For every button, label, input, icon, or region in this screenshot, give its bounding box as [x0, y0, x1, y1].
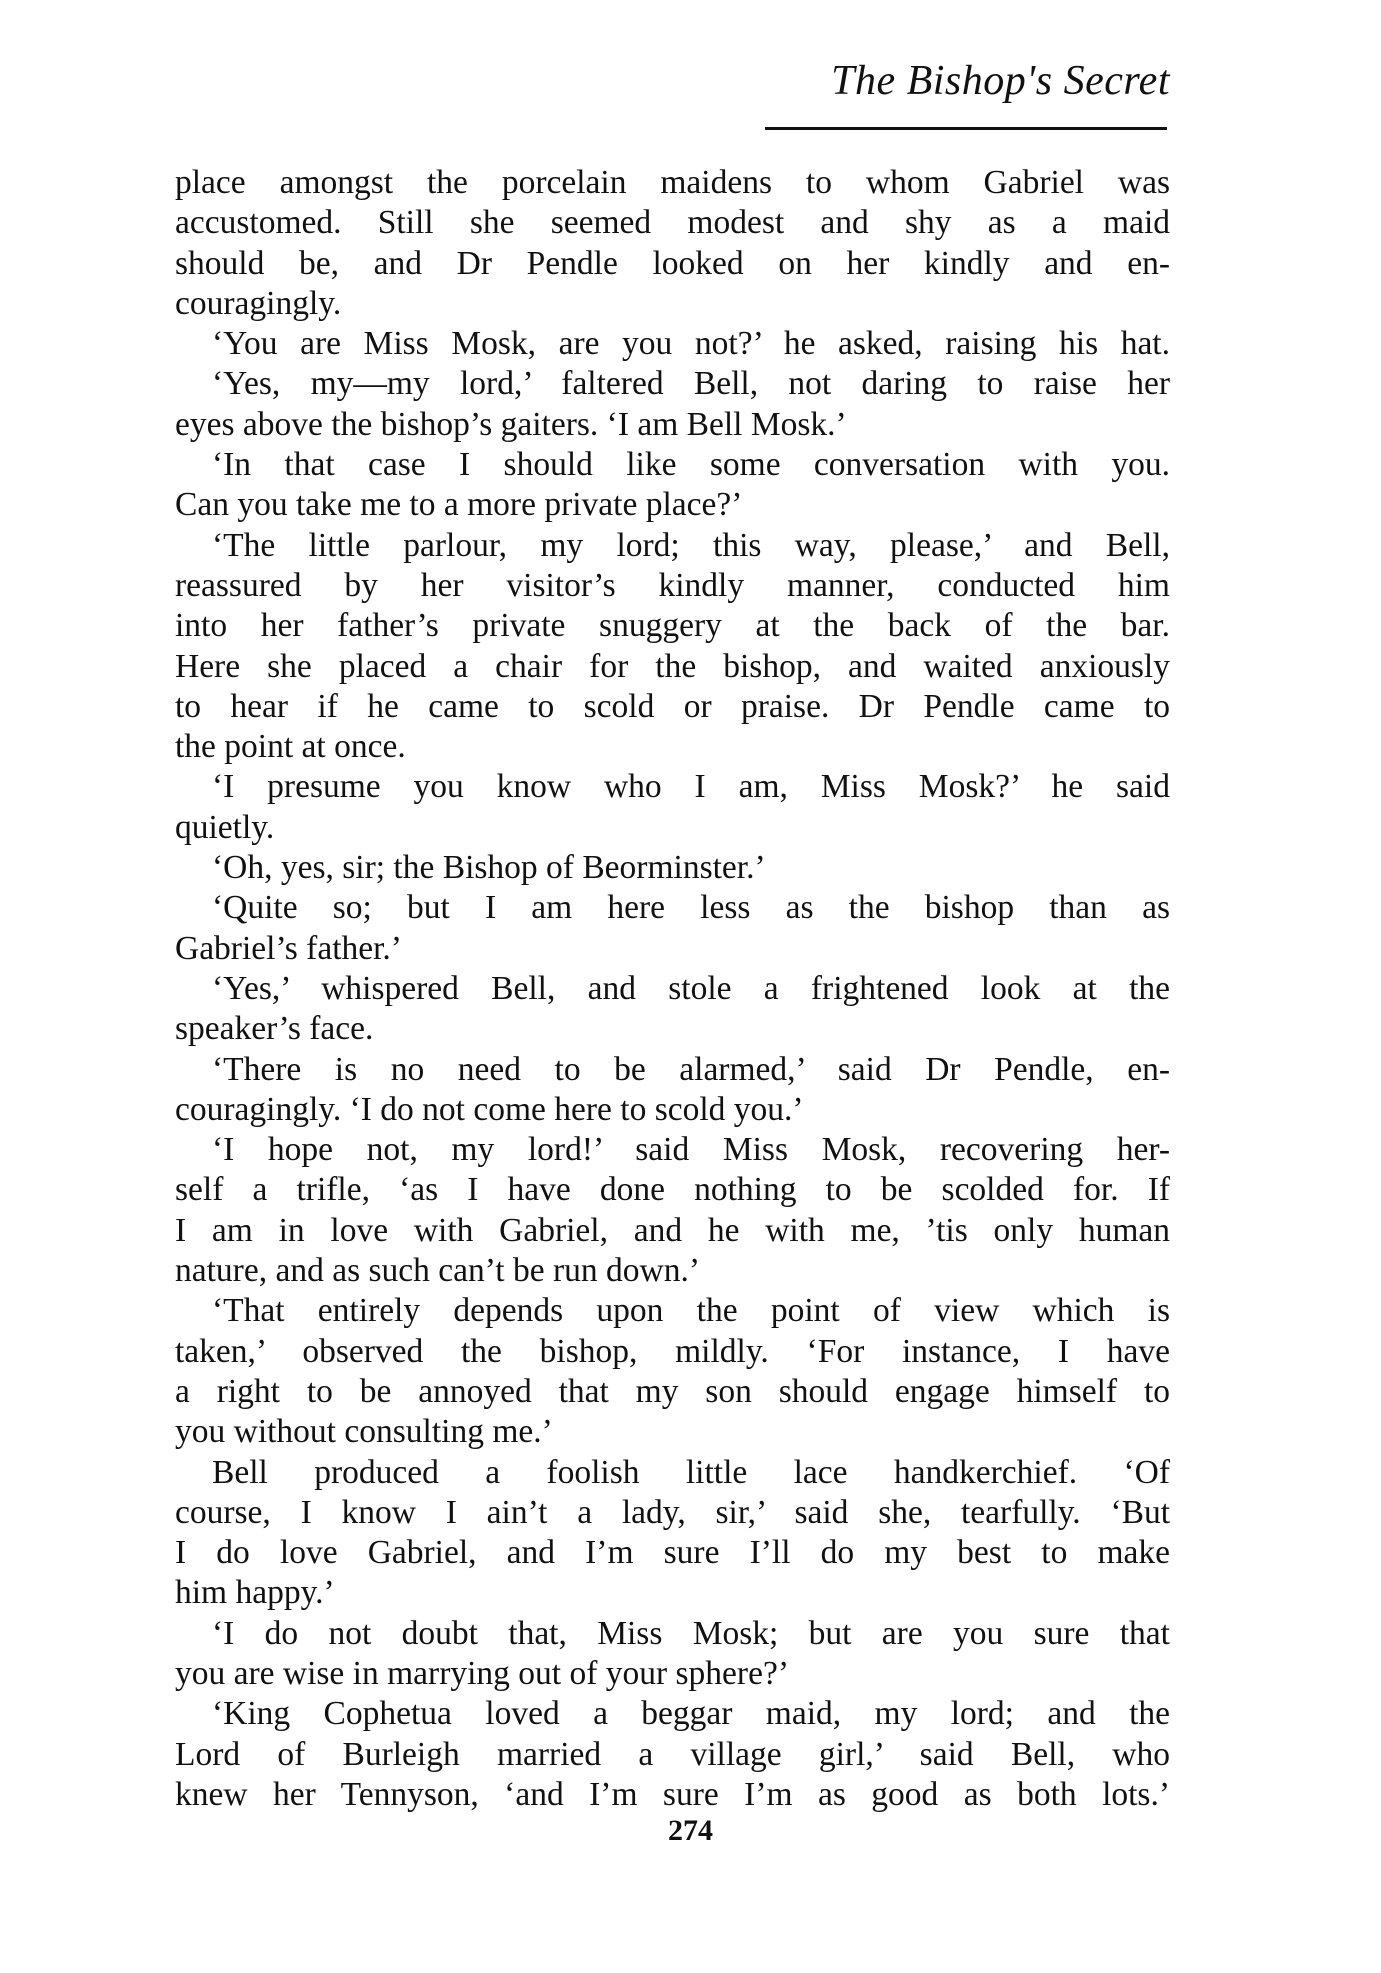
- text-line: ‘There is no need to be alarmed,’ said Dr Pendle, en-: [212, 1050, 1170, 1088]
- text-line: him happy.’: [175, 1574, 335, 1612]
- text-line: eyes above the bishop’s gaiters. ‘I am Bell Mosk.’: [175, 405, 847, 443]
- header-rule: [765, 127, 1167, 130]
- text-line: ‘That entirely depends upon the point of view which is: [212, 1292, 1170, 1330]
- text-line: ‘You are Miss Mosk, are you not?’ he asked, raising his hat.: [212, 325, 1170, 363]
- text-line: nature, and as such can’t be run down.’: [175, 1252, 700, 1290]
- text-line: place amongst the porcelain maidens to whom Gabriel was: [175, 164, 1170, 201]
- text-line: self a trifle, ‘as I have done nothing to be scolded for. If: [175, 1171, 1170, 1209]
- text-line: I do love Gabriel, and I’m sure I’ll do my best to make: [175, 1534, 1170, 1572]
- text-line: ‘The little parlour, my lord; this way, please,’ and Bell,: [212, 526, 1170, 564]
- text-line: you without consulting me.’: [175, 1413, 553, 1451]
- text-line: Bell produced a foolish little lace handkerchief. ‘Of: [212, 1453, 1170, 1491]
- text-line: accustomed. Still she seemed modest and shy as a maid: [175, 204, 1170, 242]
- text-line: ‘Oh, yes, sir; the Bishop of Beorminster.’: [212, 849, 766, 887]
- page-number: 274: [668, 1814, 713, 1847]
- text-line: Lord of Burleigh married a village girl,’ said Bell, who: [175, 1735, 1170, 1773]
- running-head: The Bishop's Secret: [831, 58, 1170, 104]
- text-line: the point at once.: [175, 728, 406, 766]
- text-line: a right to be annoyed that my son should engage himself to: [175, 1372, 1170, 1410]
- text-line: I am in love with Gabriel, and he with me, ’tis only human: [175, 1211, 1170, 1249]
- text-line: reassured by her visitor’s kindly manner, conducted him: [175, 566, 1170, 604]
- text-line: quietly.: [175, 808, 275, 846]
- text-line: you are wise in marrying out of your sphere?’: [175, 1654, 789, 1692]
- text-line: Gabriel’s father.’: [175, 929, 402, 967]
- text-line: speaker’s face.: [175, 1010, 374, 1048]
- text-line: Here she placed a chair for the bishop, and waited anxiously: [175, 647, 1170, 685]
- text-line: ‘I do not doubt that, Miss Mosk; but are you sure that: [212, 1614, 1170, 1652]
- text-line: course, I know I ain’t a lady, sir,’ said she, tearfully. ‘But: [175, 1493, 1170, 1531]
- text-line: ‘I presume you know who I am, Miss Mosk?’ he said: [212, 768, 1170, 806]
- text-line: ‘Quite so; but I am here less as the bishop than as: [212, 889, 1170, 927]
- text-line: taken,’ observed the bishop, mildly. ‘For instance, I have: [175, 1332, 1170, 1370]
- body-text: [175, 163, 1170, 1815]
- text-line: knew her Tennyson, ‘and I’m sure I’m as good as both lots.’: [175, 1775, 1170, 1813]
- text-line: ‘Yes,’ whispered Bell, and stole a frightened look at the: [212, 969, 1170, 1007]
- text-line: into her father’s private snuggery at the back of the bar.: [175, 607, 1170, 645]
- text-line: should be, and Dr Pendle looked on her kindly and en-: [175, 244, 1170, 282]
- text-line: ‘King Cophetua loved a beggar maid, my lord; and the: [212, 1695, 1170, 1733]
- text-line: to hear if he came to scold or praise. Dr Pendle came to: [175, 687, 1170, 725]
- text-line: ‘I hope not, my lord!’ said Miss Mosk, recovering her-: [212, 1131, 1170, 1169]
- text-line: Can you take me to a more private place?’: [175, 486, 743, 524]
- text-line: couragingly.: [175, 284, 342, 322]
- text-line: ‘In that case I should like some conversation with you.: [212, 446, 1170, 484]
- text-line: ‘Yes, my—my lord,’ faltered Bell, not daring to raise her: [212, 365, 1170, 403]
- text-line: couragingly. ‘I do not come here to scold you.’: [175, 1090, 804, 1128]
